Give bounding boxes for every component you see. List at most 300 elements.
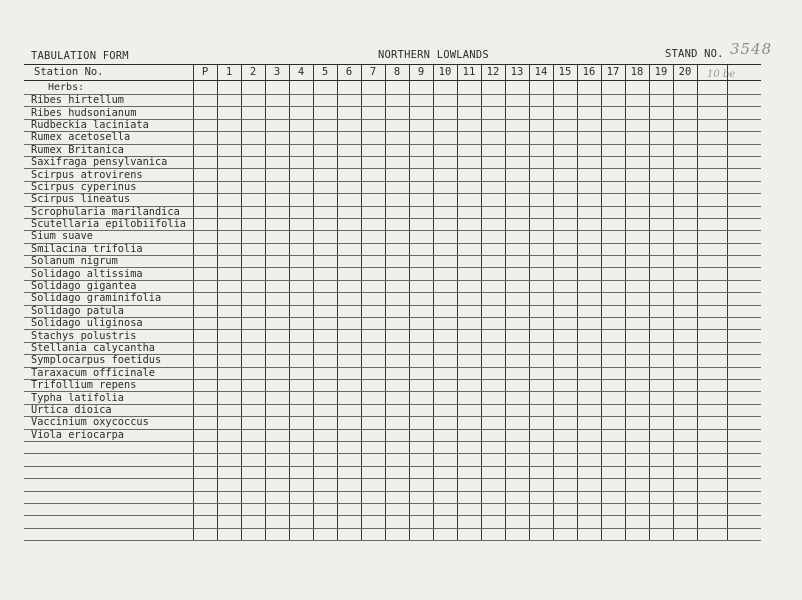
table-cell bbox=[313, 441, 337, 453]
table-cell bbox=[457, 132, 481, 144]
table-cell bbox=[289, 169, 313, 181]
table-cell bbox=[553, 318, 577, 330]
table-cell bbox=[673, 342, 697, 354]
table-cell bbox=[697, 330, 727, 342]
table-cell bbox=[553, 181, 577, 193]
table-cell bbox=[313, 293, 337, 305]
table-cell bbox=[337, 466, 361, 478]
table-cell bbox=[337, 342, 361, 354]
table-cell bbox=[673, 243, 697, 255]
table-cell bbox=[337, 119, 361, 131]
table-cell bbox=[529, 243, 553, 255]
table-cell bbox=[649, 256, 673, 268]
table-cell bbox=[337, 318, 361, 330]
table-cell bbox=[601, 256, 625, 268]
table-cell bbox=[727, 417, 761, 429]
table-cell bbox=[577, 256, 601, 268]
species-name: Vaccinium oxycoccus bbox=[24, 417, 193, 429]
table-cell bbox=[361, 206, 385, 218]
table-cell bbox=[289, 516, 313, 528]
table-cell bbox=[361, 528, 385, 540]
table-cell bbox=[385, 379, 409, 391]
table-cell bbox=[337, 454, 361, 466]
table-cell bbox=[649, 194, 673, 206]
table-cell bbox=[673, 330, 697, 342]
table-cell bbox=[409, 367, 433, 379]
table-cell bbox=[217, 280, 241, 292]
table-cell bbox=[457, 454, 481, 466]
table-cell bbox=[433, 318, 457, 330]
table-cell bbox=[337, 516, 361, 528]
table-cell bbox=[457, 342, 481, 354]
table-cell bbox=[481, 466, 505, 478]
table-cell bbox=[409, 417, 433, 429]
table-cell bbox=[289, 342, 313, 354]
table-cell bbox=[553, 231, 577, 243]
table-cell bbox=[313, 81, 337, 95]
table-cell bbox=[727, 528, 761, 540]
table-cell bbox=[601, 318, 625, 330]
table-cell bbox=[529, 318, 553, 330]
table-cell bbox=[313, 342, 337, 354]
column-header: 11 bbox=[457, 65, 481, 81]
species-name: Smilacina trifolia bbox=[24, 243, 193, 255]
table-cell bbox=[577, 280, 601, 292]
table-cell bbox=[313, 218, 337, 230]
table-cell bbox=[673, 181, 697, 193]
section-label: Herbs: bbox=[24, 81, 193, 95]
table-cell bbox=[265, 95, 289, 107]
table-cell bbox=[241, 367, 265, 379]
table-cell bbox=[361, 429, 385, 441]
blank-name-cell bbox=[24, 503, 193, 515]
table-cell bbox=[577, 342, 601, 354]
table-cell bbox=[241, 293, 265, 305]
table-cell bbox=[481, 367, 505, 379]
species-name: Typha latifolia bbox=[24, 392, 193, 404]
table-cell bbox=[649, 379, 673, 391]
table-cell bbox=[529, 280, 553, 292]
table-cell bbox=[289, 503, 313, 515]
table-cell bbox=[433, 491, 457, 503]
table-cell bbox=[193, 132, 217, 144]
table-cell bbox=[313, 156, 337, 168]
table-cell bbox=[697, 503, 727, 515]
table-cell bbox=[385, 355, 409, 367]
table-cell bbox=[727, 119, 761, 131]
table-cell bbox=[529, 404, 553, 416]
column-header: 16 bbox=[577, 65, 601, 81]
table-cell bbox=[727, 256, 761, 268]
table-cell bbox=[505, 280, 529, 292]
table-cell bbox=[361, 305, 385, 317]
table-cell bbox=[505, 144, 529, 156]
table-cell bbox=[265, 355, 289, 367]
table-cell bbox=[505, 392, 529, 404]
table-cell bbox=[385, 119, 409, 131]
table-cell bbox=[265, 81, 289, 95]
table-cell bbox=[241, 280, 265, 292]
table-cell bbox=[433, 417, 457, 429]
table-cell bbox=[601, 355, 625, 367]
table-cell bbox=[727, 454, 761, 466]
table-cell bbox=[697, 379, 727, 391]
table-cell bbox=[193, 466, 217, 478]
table-cell bbox=[193, 454, 217, 466]
table-cell bbox=[433, 466, 457, 478]
table-cell bbox=[481, 218, 505, 230]
table-cell bbox=[727, 268, 761, 280]
table-cell bbox=[529, 194, 553, 206]
table-cell bbox=[649, 231, 673, 243]
table-cell bbox=[409, 330, 433, 342]
table-cell bbox=[313, 330, 337, 342]
table-cell bbox=[241, 318, 265, 330]
table-cell bbox=[193, 256, 217, 268]
table-cell bbox=[337, 404, 361, 416]
table-cell bbox=[529, 305, 553, 317]
blank-name-cell bbox=[24, 466, 193, 478]
species-name: Solidago altissima bbox=[24, 268, 193, 280]
species-name: Stellania calycantha bbox=[24, 342, 193, 354]
table-cell bbox=[337, 169, 361, 181]
table-cell bbox=[385, 330, 409, 342]
table-cell bbox=[337, 144, 361, 156]
table-cell bbox=[649, 243, 673, 255]
table-cell bbox=[727, 305, 761, 317]
table-cell bbox=[697, 231, 727, 243]
table-cell bbox=[505, 355, 529, 367]
table-cell bbox=[505, 454, 529, 466]
table-cell bbox=[727, 231, 761, 243]
table-cell bbox=[649, 268, 673, 280]
table-cell bbox=[361, 293, 385, 305]
table-cell bbox=[385, 268, 409, 280]
table-cell bbox=[265, 181, 289, 193]
table-cell bbox=[313, 243, 337, 255]
table-cell bbox=[241, 156, 265, 168]
table-cell bbox=[361, 107, 385, 119]
table-cell bbox=[601, 243, 625, 255]
table-cell bbox=[313, 429, 337, 441]
table-cell bbox=[481, 318, 505, 330]
table-cell bbox=[673, 441, 697, 453]
table-cell bbox=[337, 429, 361, 441]
table-cell bbox=[601, 404, 625, 416]
table-cell bbox=[481, 454, 505, 466]
table-cell bbox=[193, 95, 217, 107]
table-cell bbox=[673, 367, 697, 379]
table-cell bbox=[313, 503, 337, 515]
table-cell bbox=[481, 404, 505, 416]
table-cell bbox=[529, 503, 553, 515]
table-cell bbox=[481, 503, 505, 515]
table-cell bbox=[673, 119, 697, 131]
table-cell bbox=[385, 429, 409, 441]
table-cell bbox=[577, 169, 601, 181]
table-cell bbox=[505, 330, 529, 342]
table-cell bbox=[193, 119, 217, 131]
table-cell bbox=[577, 491, 601, 503]
table-cell bbox=[265, 318, 289, 330]
table-cell bbox=[649, 305, 673, 317]
table-row bbox=[24, 404, 761, 416]
species-name: Solidago graminifolia bbox=[24, 293, 193, 305]
table-cell bbox=[289, 367, 313, 379]
table-cell bbox=[481, 144, 505, 156]
table-cell bbox=[553, 132, 577, 144]
table-cell bbox=[217, 342, 241, 354]
table-cell bbox=[649, 330, 673, 342]
table-cell bbox=[601, 132, 625, 144]
table-cell bbox=[409, 404, 433, 416]
table-cell bbox=[313, 305, 337, 317]
table-cell bbox=[409, 280, 433, 292]
table-cell bbox=[649, 342, 673, 354]
table-cell bbox=[625, 144, 649, 156]
table-cell bbox=[361, 516, 385, 528]
table-cell bbox=[601, 528, 625, 540]
table-cell bbox=[409, 516, 433, 528]
table-cell bbox=[697, 367, 727, 379]
table-cell bbox=[673, 169, 697, 181]
table-cell bbox=[649, 144, 673, 156]
table-cell bbox=[649, 95, 673, 107]
species-name: Scutellaria epilobiifolia bbox=[24, 218, 193, 230]
table-cell bbox=[505, 491, 529, 503]
table-cell bbox=[649, 441, 673, 453]
table-cell bbox=[553, 268, 577, 280]
table-cell bbox=[241, 404, 265, 416]
table-cell bbox=[697, 441, 727, 453]
table-cell bbox=[673, 144, 697, 156]
table-cell bbox=[553, 95, 577, 107]
blank-row bbox=[24, 441, 761, 453]
table-cell bbox=[625, 107, 649, 119]
table-row bbox=[24, 268, 761, 280]
column-header bbox=[727, 65, 761, 81]
table-cell bbox=[217, 330, 241, 342]
table-cell bbox=[727, 95, 761, 107]
table-cell bbox=[241, 479, 265, 491]
column-header: 20 bbox=[673, 65, 697, 81]
table-cell bbox=[193, 243, 217, 255]
table-cell bbox=[625, 441, 649, 453]
table-cell bbox=[217, 268, 241, 280]
table-cell bbox=[553, 107, 577, 119]
table-cell bbox=[457, 280, 481, 292]
table-cell bbox=[649, 218, 673, 230]
table-cell bbox=[673, 355, 697, 367]
table-cell bbox=[505, 206, 529, 218]
table-cell bbox=[727, 243, 761, 255]
table-cell bbox=[385, 243, 409, 255]
handwritten-note: 10 be bbox=[707, 69, 736, 80]
table-row bbox=[24, 330, 761, 342]
table-cell bbox=[433, 379, 457, 391]
table-cell bbox=[577, 367, 601, 379]
table-cell bbox=[577, 218, 601, 230]
table-cell bbox=[409, 305, 433, 317]
table-cell bbox=[649, 528, 673, 540]
table-cell bbox=[697, 392, 727, 404]
table-cell bbox=[289, 392, 313, 404]
table-cell bbox=[385, 144, 409, 156]
table-cell bbox=[337, 218, 361, 230]
table-cell bbox=[361, 218, 385, 230]
table-cell bbox=[433, 479, 457, 491]
table-cell bbox=[217, 231, 241, 243]
table-cell bbox=[727, 516, 761, 528]
table-row bbox=[24, 355, 761, 367]
species-name: Solidago patula bbox=[24, 305, 193, 317]
table-cell bbox=[505, 417, 529, 429]
table-cell bbox=[265, 169, 289, 181]
table-cell bbox=[481, 181, 505, 193]
table-cell bbox=[601, 280, 625, 292]
table-cell bbox=[337, 181, 361, 193]
table-cell bbox=[529, 417, 553, 429]
table-cell bbox=[529, 293, 553, 305]
table-cell bbox=[385, 479, 409, 491]
table-cell bbox=[553, 119, 577, 131]
table-cell bbox=[409, 355, 433, 367]
table-cell bbox=[481, 206, 505, 218]
table-cell bbox=[673, 429, 697, 441]
table-cell bbox=[289, 429, 313, 441]
table-cell bbox=[361, 169, 385, 181]
table-cell bbox=[217, 528, 241, 540]
column-header: 5 bbox=[313, 65, 337, 81]
table-cell bbox=[673, 392, 697, 404]
table-cell bbox=[529, 516, 553, 528]
table-cell bbox=[457, 119, 481, 131]
table-cell bbox=[241, 305, 265, 317]
table-cell bbox=[433, 119, 457, 131]
table-cell bbox=[241, 392, 265, 404]
table-cell bbox=[625, 466, 649, 478]
table-cell bbox=[265, 417, 289, 429]
table-cell bbox=[217, 429, 241, 441]
table-cell bbox=[673, 218, 697, 230]
table-cell bbox=[673, 528, 697, 540]
table-cell bbox=[289, 528, 313, 540]
table-cell bbox=[313, 392, 337, 404]
table-cell bbox=[289, 231, 313, 243]
table-row bbox=[24, 367, 761, 379]
column-header: 3 bbox=[265, 65, 289, 81]
table-cell bbox=[505, 132, 529, 144]
table-cell bbox=[505, 119, 529, 131]
species-name: Stachys polustris bbox=[24, 330, 193, 342]
table-cell bbox=[241, 95, 265, 107]
table-cell bbox=[673, 516, 697, 528]
table-cell bbox=[265, 479, 289, 491]
table-cell bbox=[529, 379, 553, 391]
table-cell bbox=[505, 95, 529, 107]
table-cell bbox=[577, 318, 601, 330]
table-cell bbox=[409, 181, 433, 193]
table-cell bbox=[727, 379, 761, 391]
table-cell bbox=[697, 355, 727, 367]
table-cell bbox=[241, 379, 265, 391]
table-cell bbox=[241, 330, 265, 342]
table-cell bbox=[289, 243, 313, 255]
table-cell bbox=[337, 280, 361, 292]
table-cell bbox=[727, 218, 761, 230]
table-cell bbox=[217, 194, 241, 206]
table-cell bbox=[457, 441, 481, 453]
table-cell bbox=[505, 429, 529, 441]
table-cell bbox=[361, 330, 385, 342]
table-cell bbox=[649, 107, 673, 119]
table-cell bbox=[529, 392, 553, 404]
table-cell bbox=[265, 429, 289, 441]
table-cell bbox=[265, 293, 289, 305]
table-cell bbox=[553, 206, 577, 218]
table-cell bbox=[433, 305, 457, 317]
table-cell bbox=[409, 268, 433, 280]
table-cell bbox=[457, 243, 481, 255]
table-cell bbox=[193, 528, 217, 540]
table-cell bbox=[529, 268, 553, 280]
table-cell bbox=[625, 528, 649, 540]
table-cell bbox=[457, 491, 481, 503]
table-cell bbox=[529, 169, 553, 181]
column-header: 18 bbox=[625, 65, 649, 81]
table-cell bbox=[649, 454, 673, 466]
stand-label: STAND NO. bbox=[665, 48, 724, 60]
table-cell bbox=[481, 305, 505, 317]
header-row bbox=[24, 65, 761, 81]
table-cell bbox=[697, 243, 727, 255]
table-cell bbox=[217, 256, 241, 268]
table-cell bbox=[265, 305, 289, 317]
table-cell bbox=[577, 181, 601, 193]
table-cell bbox=[217, 243, 241, 255]
table-cell bbox=[505, 528, 529, 540]
table-cell bbox=[577, 132, 601, 144]
table-cell bbox=[265, 231, 289, 243]
table-cell bbox=[481, 379, 505, 391]
table-cell bbox=[505, 305, 529, 317]
table-cell bbox=[577, 355, 601, 367]
column-header: 6 bbox=[337, 65, 361, 81]
table-cell bbox=[457, 81, 481, 95]
table-cell bbox=[649, 466, 673, 478]
table-cell bbox=[433, 194, 457, 206]
table-cell bbox=[265, 218, 289, 230]
table-cell bbox=[625, 479, 649, 491]
station-label: Station No. bbox=[24, 65, 193, 81]
table-cell bbox=[433, 156, 457, 168]
table-cell bbox=[697, 119, 727, 131]
table-cell bbox=[457, 367, 481, 379]
table-cell bbox=[601, 429, 625, 441]
table-cell bbox=[625, 132, 649, 144]
table-cell bbox=[697, 194, 727, 206]
table-cell bbox=[241, 119, 265, 131]
blank-name-cell bbox=[24, 516, 193, 528]
table-cell bbox=[409, 231, 433, 243]
table-cell bbox=[361, 81, 385, 95]
table-cell bbox=[313, 206, 337, 218]
table-cell bbox=[337, 379, 361, 391]
table-cell bbox=[337, 243, 361, 255]
table-cell bbox=[385, 256, 409, 268]
table-cell bbox=[457, 466, 481, 478]
table-cell bbox=[481, 169, 505, 181]
